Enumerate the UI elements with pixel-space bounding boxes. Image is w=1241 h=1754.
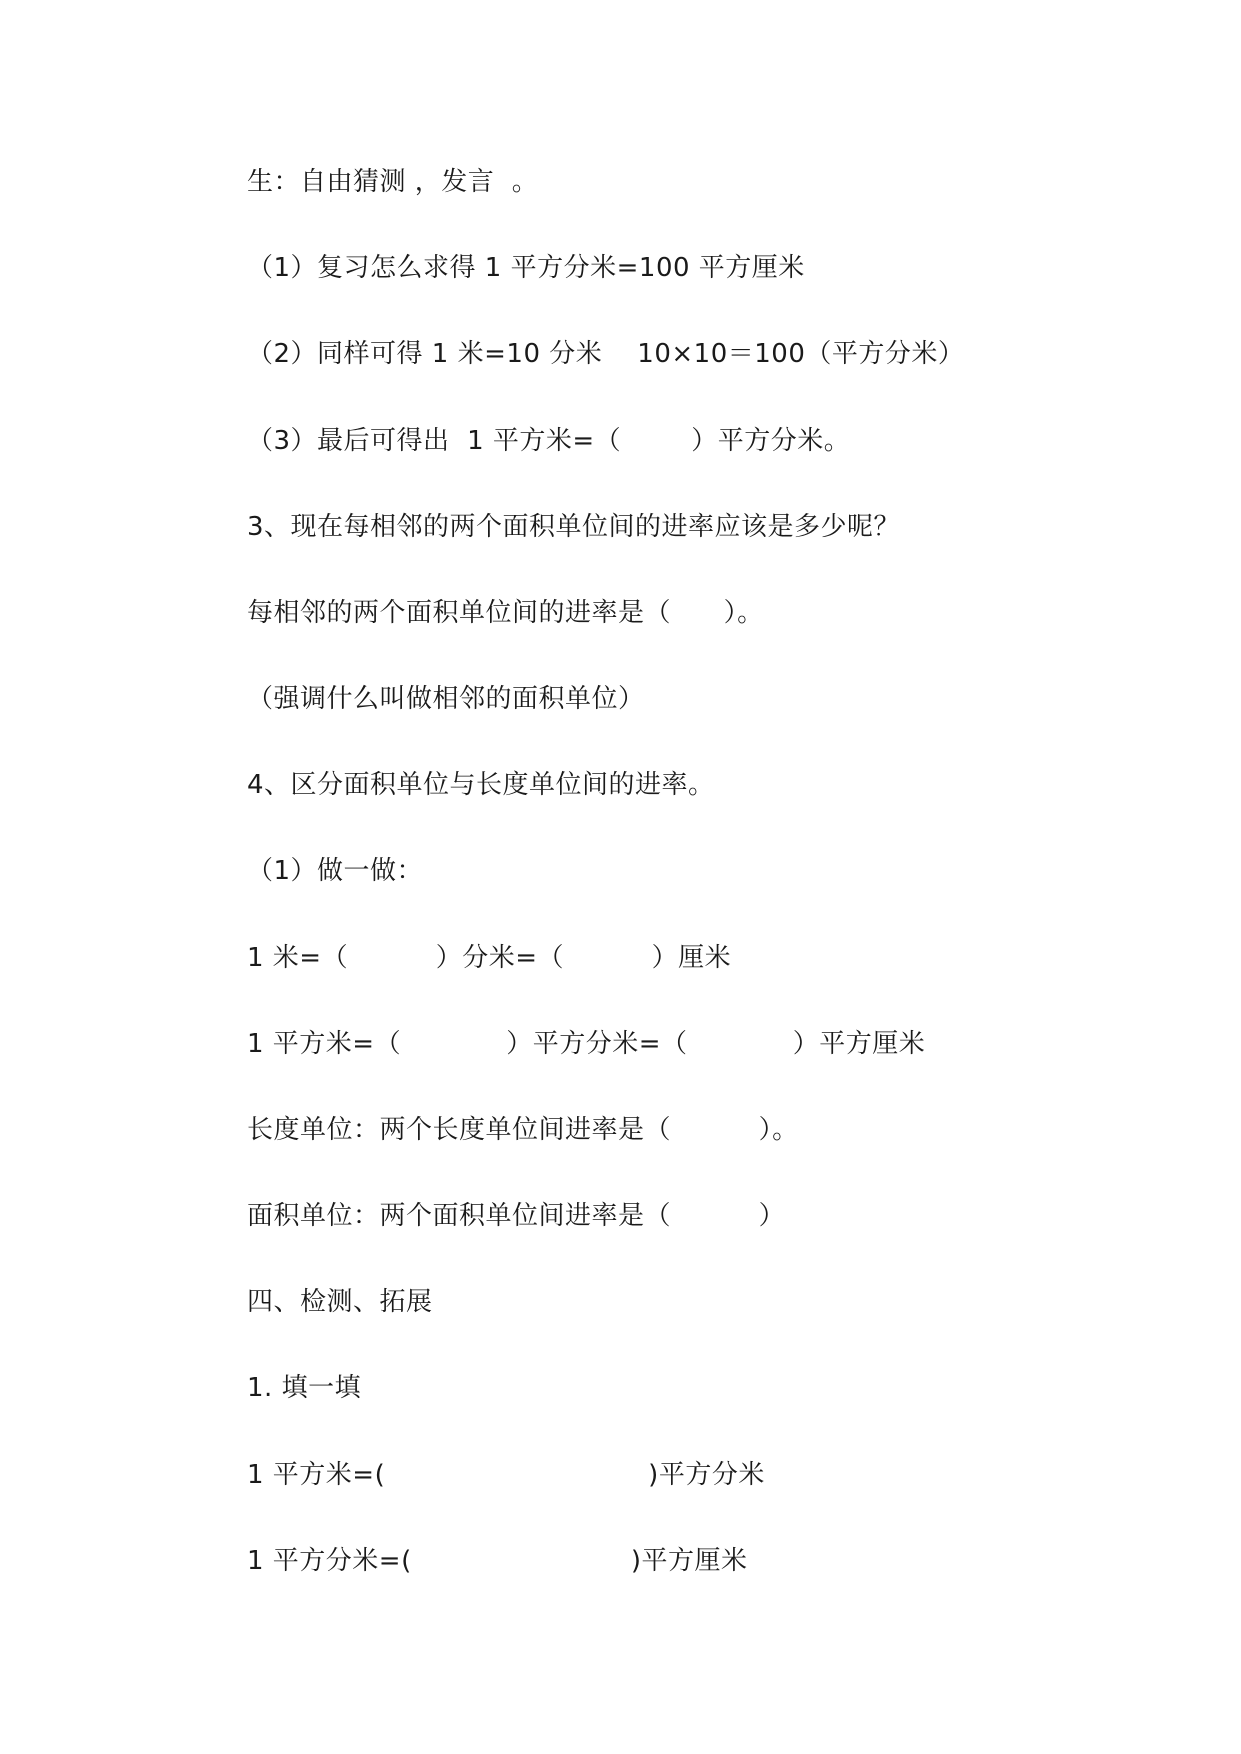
step-3-conclusion-line: （3）最后可得出 1 平方米=（ ）平方分米。: [247, 426, 851, 456]
practice-heading: （1）做一做：: [247, 856, 424, 886]
question-3-heading: 3、现在每相邻的两个面积单位间的进率应该是多少呢？: [247, 512, 901, 542]
step-1-review-line: （1）复习怎么求得 1 平方分米=100 平方厘米: [247, 253, 805, 283]
adjacent-rate-blank-line: 每相邻的两个面积单位间的进率是（ ）。: [247, 598, 764, 628]
length-conversion-line: 1 米=（ ）分米=（ ）厘米: [247, 943, 732, 973]
fill-in-heading: 1. 填一填: [247, 1373, 362, 1403]
area-unit-rate-line: 面积单位：两个面积单位间进率是（ ）: [247, 1201, 786, 1231]
area-conversion-line: 1 平方米=（ ）平方分米=（ ）平方厘米: [247, 1029, 926, 1059]
student-guess-line: 生：自由猜测 ，发言 。: [247, 167, 539, 197]
fill-square-decimeter-line: 1 平方分米=( )平方厘米: [247, 1546, 748, 1576]
fill-square-meter-line: 1 平方米=( )平方分米: [247, 1460, 765, 1490]
section-4-heading: 四、检测、拓展: [247, 1287, 433, 1317]
length-unit-rate-line: 长度单位：两个长度单位间进率是（ ）。: [247, 1115, 799, 1145]
step-2-derivation-line: （2）同样可得 1 米=10 分米 10×10＝100（平方分米）: [247, 339, 965, 369]
emphasis-note-line: （强调什么叫做相邻的面积单位）: [247, 684, 645, 714]
question-4-heading: 4、区分面积单位与长度单位间的进率。: [247, 770, 715, 800]
